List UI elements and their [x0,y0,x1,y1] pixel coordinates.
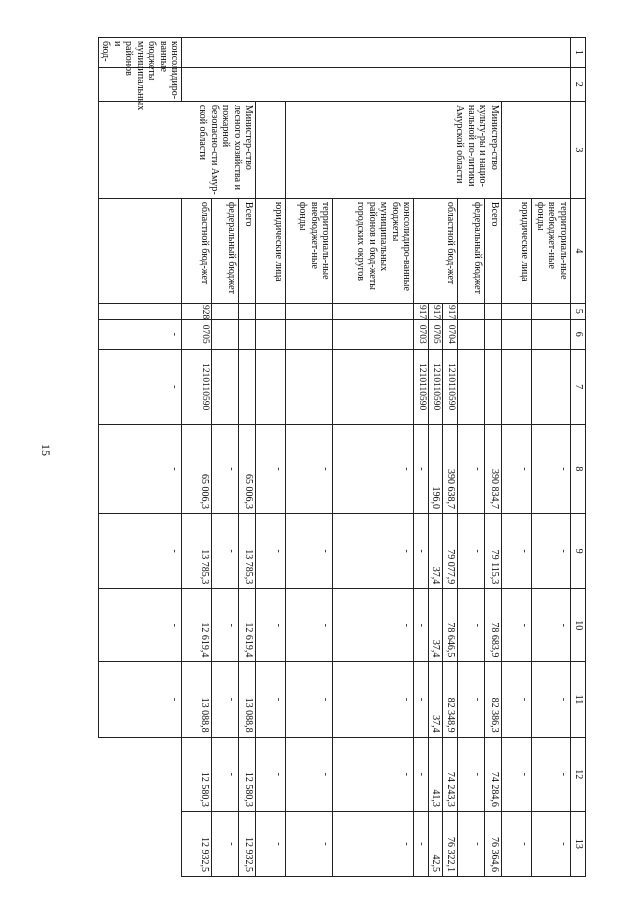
executor-cell [256,101,286,198]
funding-source: территориаль-ные внебюджет-ные фонды [286,198,333,303]
value-cell: - [212,589,239,662]
value-cell: 37,4 [429,513,444,588]
value-cell: - [99,513,183,588]
value-cell: - [414,662,429,737]
value-cell: - [458,737,485,811]
value-cell: 74 284,6 [485,737,502,811]
grbs-code [239,303,256,319]
value-cell: - [458,513,485,588]
section-code [458,319,485,349]
code-cell [532,349,571,424]
value-cell: 12 932,5 [239,811,256,876]
section-code [99,198,183,303]
value-cell: - [333,737,414,811]
value-cell: - [414,513,429,588]
column-number: 7 [571,349,586,424]
column-number: 12 [571,737,586,811]
value-cell: - [532,737,571,811]
value-cell: 74 243,3 [443,737,458,811]
target-code [458,349,485,424]
value-cell: - [256,737,286,811]
value-cell: - [212,737,239,811]
value-cell: - [286,737,333,811]
value-cell: 13 088,8 [182,662,212,737]
value-cell: 13 785,3 [182,513,212,588]
value-cell: 37,4 [429,589,444,662]
funding-source: федеральный бюджет [458,198,485,303]
value-cell: - [212,811,239,876]
value-cell: - [458,662,485,737]
table-row [485,38,502,877]
value-cell: - [333,513,414,588]
table-row [239,38,256,877]
grbs-code: 917 [414,303,429,319]
value-cell: - [333,662,414,737]
value-cell: - [502,811,532,876]
section-code: 0703 [414,319,429,349]
funding-source: Всего [485,198,502,303]
code-cell [286,303,333,319]
executor-cell [502,101,571,198]
value-cell: - [502,424,532,513]
target-code [239,349,256,424]
column-number: 4 [571,198,586,303]
value-cell: 42,5 [429,811,444,876]
value-cell: 390 638,7 [443,424,458,513]
value-cell: - [333,424,414,513]
value-cell: 76 364,6 [485,811,502,876]
cell-number [182,38,571,68]
value-cell: - [286,811,333,876]
grbs-code: 917 [429,303,444,319]
value-cell: - [256,589,286,662]
section-code: 0704 [443,319,458,349]
funding-source: федеральный бюджет [212,198,239,303]
funding-source: областной бюд-жет [414,198,458,303]
value-cell: 41,3 [429,737,444,811]
value-cell: 79 115,3 [485,513,502,588]
value-cell: 65 006,3 [182,424,212,513]
column-number: 8 [571,424,586,513]
value-cell: - [333,589,414,662]
target-code [99,303,183,319]
target-code: 1210110590 [443,349,458,424]
value-cell: - [414,811,429,876]
section-code [212,319,239,349]
funding-source: областной бюд-жет [182,198,212,303]
table-row [532,38,571,877]
value-cell: - [502,737,532,811]
section-code [485,319,502,349]
value-cell: - [212,513,239,588]
column-number: 9 [571,513,586,588]
code-cell [256,303,286,319]
value-cell: - [502,662,532,737]
value-cell: - [286,513,333,588]
value-cell: 82 386,3 [485,662,502,737]
value-cell: - [502,513,532,588]
code-cell [502,349,532,424]
executor-name: Министер-ство культу-ры и нацио-нальной по-литики Амурской области [286,101,502,198]
value-cell: 65 006,3 [239,424,256,513]
value-cell: - [458,424,485,513]
funding-source: консолидиро-ванные бюджеты муниципальных районов и бюд- [99,38,183,68]
funding-source: юридические лица [502,198,532,303]
value-cell: 12 619,4 [182,589,212,662]
section-code: 0705 [182,319,212,349]
value-cell: 390 834,7 [485,424,502,513]
section-code [239,319,256,349]
column-number: 1 [571,38,586,68]
funding-source: юридические лица [256,198,286,303]
value-cell: 12 580,3 [182,737,212,811]
column-number: 6 [571,319,586,349]
value-cell: - [256,811,286,876]
value-cell: - [458,589,485,662]
column-number: 5 [571,303,586,319]
section-code: 0705 [429,319,444,349]
value-cell: - [333,811,414,876]
code-cell [502,303,532,319]
funding-source: территориаль-ные внебюджет-ные фонды [532,198,571,303]
value-cell: - [286,589,333,662]
value-cell: 78 646,5 [443,589,458,662]
column-number: 10 [571,589,586,662]
code-cell [256,319,286,349]
grbs-code: 928 [182,303,212,319]
code-cell [532,303,571,319]
column-number: 11 [571,662,586,737]
column-number: 3 [571,101,586,198]
value-cell: - [532,662,571,737]
value-cell: - [532,589,571,662]
budget-table [98,37,586,877]
code-cell [256,349,286,424]
value-cell: 12 580,3 [239,737,256,811]
value-cell: - [99,589,183,662]
code-cell [333,349,414,424]
value-cell: - [256,513,286,588]
value-cell: 196,0 [429,424,444,513]
value-cell: 13 785,3 [239,513,256,588]
code-cell [532,319,571,349]
code-cell [333,303,414,319]
value-cell: - [286,662,333,737]
funding-source: Всего [239,198,256,303]
code-cell [286,349,333,424]
value-cell: 76 322,1 [443,811,458,876]
value-cell: - [414,737,429,811]
funding-source: консолидиро-ванные бюджеты муниципальных районов и бюд-жеты городских округов [333,198,414,303]
target-code: 1210110590 [414,349,429,424]
executor-name: Министер-ство лесного хозяйства и пожарной безопасно-сти Амур-ской области [99,101,257,198]
value-cell: 78 683,9 [485,589,502,662]
value-cell: - [532,811,571,876]
value-cell: - [286,424,333,513]
value-cell: 13 088,8 [239,662,256,737]
target-code: 1210110590 [182,349,212,424]
column-number-row [571,38,586,877]
column-number: 2 [571,67,586,101]
target-code: 1210110590 [429,349,444,424]
column-number: 13 [571,811,586,876]
value-cell: - [212,424,239,513]
value-cell: - [414,424,429,513]
rotated-page [100,37,586,877]
code-cell [286,319,333,349]
value-cell: 79 077,9 [443,513,458,588]
value-cell: - [99,662,183,737]
value-cell: - [256,424,286,513]
page-number: 15 [39,444,53,456]
grbs-code [212,303,239,319]
value-cell: - [414,589,429,662]
value-cell: - [532,424,571,513]
code-cell [502,319,532,349]
target-code [212,349,239,424]
value-cell: 37,4 [429,662,444,737]
cell-name [182,67,571,101]
value-cell: - [502,589,532,662]
value-cell: - [532,513,571,588]
table-row [256,38,286,877]
value-cell: 12 932,5 [182,811,212,876]
value-cell: - [99,424,183,513]
value-cell: - [212,662,239,737]
value-cell: - [458,811,485,876]
value-cell: 12 619,4 [239,589,256,662]
value-cell: - [256,662,286,737]
grbs-code: 917 [443,303,458,319]
grbs-code [485,303,502,319]
grbs-code [458,303,485,319]
code-cell [333,319,414,349]
value-cell: - [99,349,183,424]
value-cell: - [99,319,183,349]
target-code [485,349,502,424]
value-cell: 82 348,9 [443,662,458,737]
